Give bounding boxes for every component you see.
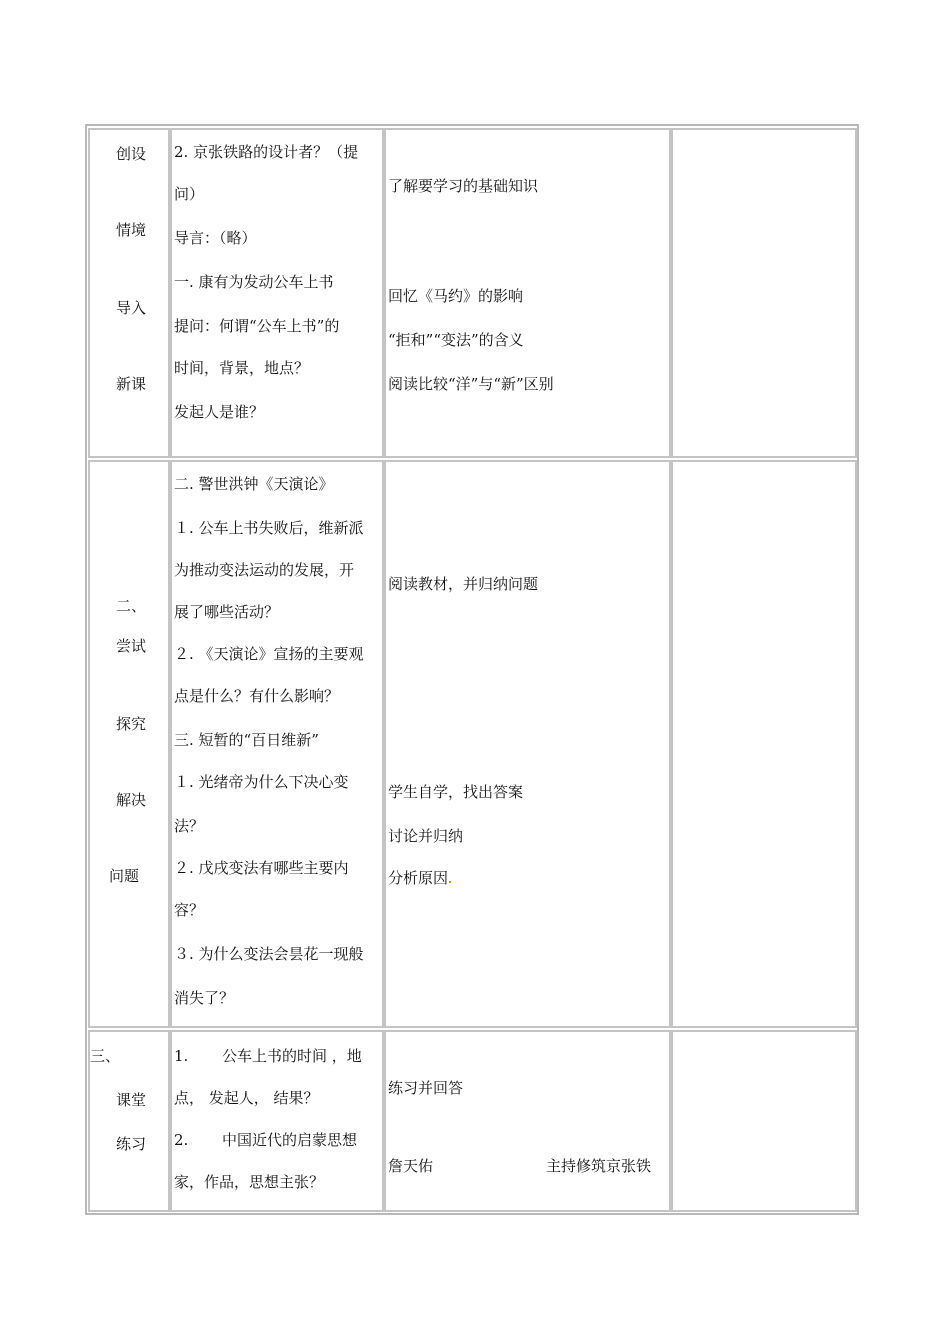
row2-teacher-line: 二. 警世洪钟《天演论》	[174, 475, 334, 493]
row2-stage-line: 尝试	[116, 637, 147, 655]
row2-teacher-line: ３. 为什么变法会昙花一现般	[174, 945, 364, 963]
row1-stage-line: 新课	[116, 375, 147, 393]
row1-teacher-line: 提问：何谓“公车上书”的	[174, 317, 340, 335]
row1-stage-line: 导入	[116, 299, 147, 317]
row1-teacher-line: 时间，背景，地点？	[174, 359, 310, 377]
row1-stage-cell	[88, 128, 170, 458]
row1-stage-line: 情境	[116, 221, 147, 239]
row2-teacher-cell	[170, 460, 384, 1028]
row2-student-line: 学生自学，找出答案	[388, 783, 524, 801]
row3-teacher-line: 点， 发起人， 结果？	[174, 1089, 319, 1107]
row1-teacher-line: 发起人是谁？	[174, 403, 265, 421]
row1-teacher-line: 一. 康有为发动公车上书	[174, 273, 334, 291]
row3-teacher-cell	[170, 1030, 384, 1212]
row3-stage-line: 三、	[90, 1047, 121, 1065]
row1-notes-cell	[671, 128, 857, 458]
row1-teacher-line: 导言：（略）	[174, 229, 257, 247]
row2-notes-cell	[671, 460, 857, 1028]
row1-student-line: “拒和”“变法”的含义	[388, 331, 524, 349]
row3-student-line: 练习并回答	[388, 1079, 464, 1097]
row2-teacher-line: ２. 戊戌变法有哪些主要内	[174, 859, 349, 877]
row1-student-cell	[384, 128, 671, 458]
row1-teacher-cell	[170, 128, 384, 458]
row3-notes-cell	[671, 1030, 857, 1212]
row3-stage-line: 课堂	[116, 1091, 147, 1109]
row3-teacher-line: 2.	[174, 1131, 189, 1149]
row2-teacher-line: 为推动变法运动的发展，开	[174, 561, 355, 579]
row2-teacher-line: 三. 短暂的“百日维新”	[174, 731, 319, 749]
row3-stage-cell	[88, 1030, 170, 1212]
row1-stage-line: 创设	[116, 145, 147, 163]
row2-teacher-line: １. 光绪帝为什么下决心变	[174, 773, 349, 791]
row2-teacher-line: 消失了？	[174, 989, 235, 1007]
row3-teacher-line: 公车上书的时间 ，地	[222, 1047, 362, 1065]
row2-student-cell	[384, 460, 671, 1028]
lesson-plan-table	[85, 124, 859, 1215]
row2-teacher-line: 容？	[174, 901, 205, 919]
row3-student-cell	[384, 1030, 671, 1212]
row2-stage-line: 问题	[109, 867, 140, 885]
row3-stage-line: 练习	[116, 1135, 147, 1153]
row2-teacher-line: 法？	[174, 817, 205, 835]
row1-teacher-line: 问）	[174, 185, 205, 203]
row2-teacher-line: １. 公车上书失败后，维新派	[174, 519, 364, 537]
row2-student-line: 讨论并归纳	[388, 827, 464, 845]
row2-teacher-line: 展了哪些活动？	[174, 603, 280, 621]
row2-student-line: 分析原因	[388, 868, 452, 888]
row1-teacher-line: 2. 京张铁路的设计者？（提	[174, 143, 359, 161]
row2-stage-line: 解决	[116, 791, 147, 809]
row1-student-line: 了解要学习的基础知识	[388, 177, 539, 195]
row3-teacher-line: 中国近代的启蒙思想	[222, 1131, 358, 1149]
row2-teacher-line: ２. 《天演论》宣扬的主要观	[174, 645, 364, 663]
row3-teacher-line: 家，作品，思想主张？	[174, 1173, 325, 1191]
row2-stage-line: 探究	[116, 715, 147, 733]
row2-teacher-line: 点是什么？有什么影响？	[174, 687, 340, 705]
row2-stage-line: 二、	[116, 597, 147, 615]
row1-student-line: 回忆《马约》的影响	[388, 287, 524, 305]
row3-student-line: 詹天佑	[388, 1157, 434, 1175]
row3-student-line: 主持修筑京张铁	[546, 1157, 652, 1175]
row2-stage-cell	[88, 460, 170, 1028]
row1-student-line: 阅读比较“洋”与“新”区别	[388, 375, 554, 393]
row3-teacher-line: 1.	[174, 1047, 189, 1065]
row2-student-line: 阅读教材，并归纳问题	[388, 575, 539, 593]
